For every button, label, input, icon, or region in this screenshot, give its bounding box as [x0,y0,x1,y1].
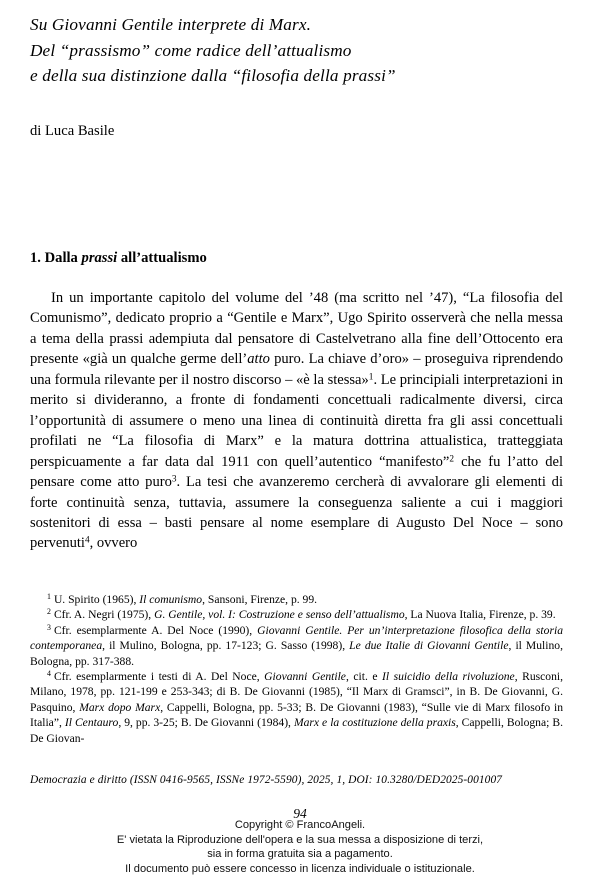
footnote-item [30,607,563,622]
copyright-line-2: E' vietata la Riproduzione dell'opera e la sua messa a disposizione di terzi, [116,833,484,846]
journal-source-line: Democrazia e diritto (ISSN 0416-9565, ISSNe 1972-5590), 2025, 1, DOI: 10.3280/DED2025-001007 [30,774,503,786]
body-seg-5: . La tesi che avanzeremo cercherà di avvalorare gli elementi di forte continuità senza, tuttavia, assumere la conseguenza saliente a cui i maggiori sostenitori di essa – basti pensare al nome esemplare di Augusto Del Noce – sono pervenuti [30,474,563,552]
body-seg-3: . Le principiali interpretazioni in merito si divideranno, a fronte di fondamenti concettuali radicalmente diversi, circa l’opportunità di assumere o meno una linea di continuità diretta fra gli assi concettuali profilati ne “La filosofia di Marx” e la matura dottrina attualistica, tratteggiata perspicuamente a far data dal 1911 con quell’autentico “manifesto” [30,371,563,470]
footnote-italic-1: Il comunismo [139,593,203,606]
title-line-3: e della sua distinzione dalla “filosofia della prassi” [30,66,396,85]
footnote-marker: 1 [47,592,51,602]
footnote-ref-2[interactable]: 2 [449,454,455,465]
footnote-seg-2: , La Nuova Italia, Firenze, p. 39. [404,608,556,622]
body-seg-6: , ovvero [89,535,138,552]
footnote-italic-2: Il suicidio della rivoluzione [382,670,515,684]
section-heading [30,250,207,267]
footnote-italic-5: Marx e la costituzione della praxis [293,716,456,730]
footnote-seg-2: , Sansoni, Firenze, p. 99. [202,593,318,606]
footnote-item [30,623,563,669]
section-title-emphasis: prassi [81,250,118,266]
footnote-ref-4[interactable]: 4 [84,535,90,546]
section-title-after: all’attualismo [120,250,207,266]
footnote-ref-1[interactable]: 1 [368,372,374,383]
footnote-marker: 2 [47,607,51,617]
article-title [30,12,570,89]
page-number: 94 [293,806,307,821]
footnote-marker: 3 [47,622,51,632]
footnote-marker: 4 [47,669,51,679]
copyright-notice [0,818,600,876]
footnote-seg-1: Cfr. esemplarmente A. Del Noce (1990), [53,623,258,637]
body-seg-1: In un importante capitolo del volume del ’48 (ma scritto nel ’47), “La filosofia del Comunismo”, dedicato proprio a “Gentile e Marx”, Ugo Spirito osserverà che nella messa a tema della prassi adempiuta dal pensatore di Castelvetrano alla fine dell’Ottocento era presente «già un qualche germe dell’ [30,290,563,368]
body-italic-atto: atto [247,351,270,368]
author-byline: di Luca Basile [30,123,115,139]
footnote-italic-1: Giovanni Gentile. Per un’interpretazione filosofica della storia contemporanea [30,623,563,653]
footnote-seg-4: , Cappelli, Bologna, pp. 5-33; B. De Giovanni (1983), “Sulle vie di Marx filosofo in Italia”, [30,700,563,730]
footnote-section [30,592,563,746]
copyright-line-4: Il documento può essere concesso in licenza individuale o istituzionale. [125,862,475,875]
footnote-italic-1: Giovanni Gentile [264,670,346,684]
copyright-line-1: Copyright © FrancoAngeli. [234,819,366,831]
footnote-italic-1: G. Gentile, vol. I: Costruzione e senso dell’attualismo [154,608,405,622]
body-seg-2: puro. La chiave d’oro» – proseguiva riprendendo una formula rilevante per il nostro discorso – «è la stessa» [30,351,563,388]
body-paragraph [30,288,563,554]
footnote-seg-1: Cfr. A. Negri (1975), [53,608,155,622]
copyright-line-3: sia in forma gratuita sia a pagamento. [207,848,393,861]
section-title-before: Dalla [44,250,78,266]
footnote-seg-3: , Rusconi, Milano, 1978, pp. 121-199 e 253-343; di B. De Giovanni (1985), “Il Marx di Gramsci”, in B. De Giovanni, G. Pasquino, [30,670,563,714]
footnote-ref-3[interactable]: 3 [171,474,177,485]
title-line-2: Del “prassismo” come radice dell’attualismo [30,40,352,60]
footnote-seg-2: , il Mulino, Bologna, pp. 17-123; G. Sasso (1998), [102,639,350,653]
title-line-1: Su Giovanni Gentile interprete di Marx. [30,15,312,34]
footnote-seg-2: , cit. e [345,670,383,684]
footnote-seg-1: Cfr. esemplarmente i testi di A. Del Noce, [53,670,265,684]
footnote-seg-3: , il Mulino, Bologna, pp. 317-388. [30,639,563,668]
footnote-italic-4: Il Centauro [64,716,119,730]
footnote-seg-1: U. Spirito (1965), [53,593,140,606]
body-seg-4: che fu l’atto del pensare come atto puro [30,453,563,491]
footnote-seg-5: , 9, pp. 3-25; B. De Giovanni (1984), [118,716,294,730]
footnote-item [30,592,563,607]
footnote-item [30,669,563,746]
footnote-italic-2: Le due Italie di Giovanni Gentile [349,639,509,653]
body-text [30,288,563,554]
section-number: 1. [30,250,41,266]
footnote-italic-3: Marx dopo Marx [79,700,161,714]
footnote-seg-6: , Cappelli, Bologna; B. De Giovan- [30,716,563,745]
